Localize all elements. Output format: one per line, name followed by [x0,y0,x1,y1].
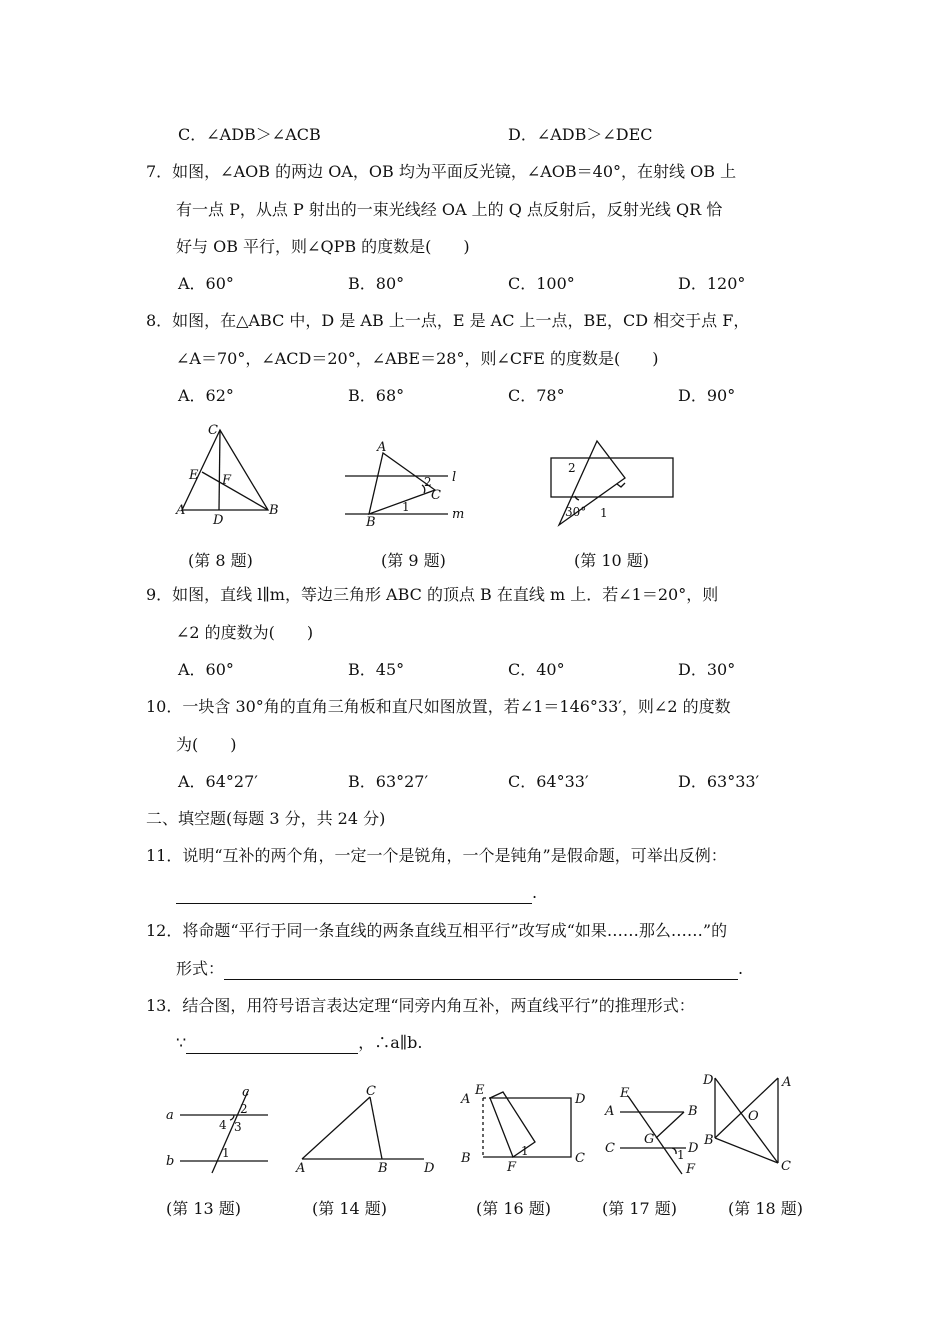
q9-option-d: D．30° [678,660,736,679]
q13-text-line1: 13．结合图，用符号语言表达定理“同旁内角互补，两直线平行”的推理形式： [146,996,695,1015]
fig14-segment-ac [302,1097,370,1159]
fig18-label-o: O [748,1109,759,1124]
figure-18 [700,1068,810,1180]
fig9-label-1: 1 [402,500,410,514]
q10-text-line1: 10．一块含 30°角的直角三角板和直尺如图放置，若∠1＝146°33′，则∠2 的度数 [146,697,731,716]
fig8-label-d: D [213,513,224,528]
fig10-label-30: 30° [565,505,587,519]
q7-text-line3: 好与 OB 平行，则∠QPB 的度数是( ) [176,237,470,256]
fig8-label-b: B [269,503,279,518]
q8-text-line2: ∠A＝70°，∠ACD＝20°，∠ABE＝28°，则∠CFE 的度数是( ) [176,349,659,368]
fig14-label-a: A [296,1161,306,1176]
fig14-label-c: C [366,1084,376,1099]
fig13-label-3: 3 [234,1120,242,1134]
fig8-label-f: F [222,473,232,488]
q10-option-d: D．63°33′ [678,772,760,791]
q12-text-line1: 12．将命题“平行于同一条直线的两条直线互相平行”改写成“如果……那么……”的 [146,921,728,940]
q7-text-line2: 有一点 P，从点 P 射出的一束光线经 OA 上的 Q 点反射后，反射光线 QR 恰 [176,200,723,219]
fig14-label-b: B [378,1161,388,1176]
fig18-label-a: A [782,1075,792,1090]
fig13-label-a: a [166,1108,174,1123]
fig9-caption: (第 9 题) [381,551,446,570]
fig8-label-a: A [176,503,186,518]
fig16-label-b: B [461,1151,471,1166]
fig10-label-1: 1 [600,506,608,520]
q8-text-line1: 8．如图，在△ABC 中，D 是 AB 上一点，E 是 AC 上一点，BE，CD 相交于点 F， [146,311,750,330]
fig14-label-d: D [424,1161,435,1176]
figure-13 [160,1085,275,1180]
q10-option-b: B．63°27′ [348,772,429,791]
q12-answer-blank[interactable] [224,963,738,980]
q7-option-c: C．100° [508,274,575,293]
fig13-label-1: 1 [222,1146,230,1160]
fig13-caption: (第 13 题) [166,1199,242,1218]
q11-answer-blank[interactable] [176,887,532,904]
q8-option-b: B．68° [348,386,405,405]
q9-text-line2: ∠2 的度数为( ) [176,623,314,642]
q7-text-line1: 7．如图，∠AOB 的两边 OA，OB 均为平面反光镜，∠AOB＝40°，在射线 OB 上 [146,162,737,181]
section-2-title: 二、填空题(每题 3 分，共 24 分) [146,809,386,828]
fig10-label-2: 2 [568,461,576,475]
fig8-segment-be [202,472,268,510]
fig16-label-a: A [461,1092,471,1107]
fig9-label-m: m [452,507,465,522]
fig13-label-c: c [242,1085,250,1100]
figure-9 [340,436,480,531]
q7-option-d: D．120° [678,274,746,293]
q13-sep: ， [358,1033,375,1052]
fig13-label-b: b [166,1154,175,1169]
q13-because: ∵ [176,1033,187,1052]
fig17-angle-arc [672,1148,676,1154]
q13-therefore: ∴a∥b. [374,1033,423,1052]
fig8-segment-cd [219,430,220,510]
fig10-caption: (第 10 题) [574,551,650,570]
q10-option-c: C．64°33′ [508,772,589,791]
figure-8 [170,420,290,532]
q11-text-line1: 11．说明“互补的两个角，一定一个是锐角，一个是钝角”是假命题，可举出反例： [146,846,727,865]
fig18-label-d: D [703,1073,714,1088]
fig17-label-b: B [688,1104,698,1119]
q10-option-a: A．64°27′ [178,772,258,791]
figure-14 [292,1082,437,1177]
q6-option-c: C．∠ADB＞∠ACB [178,125,321,144]
q9-option-c: C．40° [508,660,565,679]
q8-option-a: A．62° [178,386,234,405]
fig17-line-ef [628,1096,682,1174]
q8-option-d: D．90° [678,386,736,405]
fig18-caption: (第 18 题) [728,1199,804,1218]
fig13-label-2: 2 [240,1102,248,1116]
fig9-label-l: l [452,470,457,485]
figure-10 [545,436,680,531]
fig17-label-g: G [644,1132,655,1147]
q9-option-a: A．60° [178,660,234,679]
fig16-label-e: E [475,1083,485,1098]
fig9-label-c: C [431,488,441,503]
fig16-caption: (第 16 题) [476,1199,552,1218]
q12-prefix: 形式： [176,959,225,978]
fig14-segment-cb [370,1097,382,1159]
q9-option-b: B．45° [348,660,405,679]
fig8-caption: (第 8 题) [188,551,253,570]
fig16-label-c: C [575,1151,585,1166]
q6-option-d: D．∠ADB＞∠DEC [508,125,653,144]
fig8-label-e: E [189,468,199,483]
fig18-label-b: B [704,1133,714,1148]
q13-answer-blank[interactable] [186,1037,358,1054]
fig17-label-f: F [686,1162,696,1177]
fig13-label-4: 4 [219,1118,227,1132]
fig17-caption: (第 17 题) [602,1199,678,1218]
fig17-label-c: C [605,1141,615,1156]
figure-16 [455,1082,595,1177]
fig16-label-d: D [575,1092,586,1107]
fig18-label-c: C [781,1159,791,1174]
q7-option-b: B．80° [348,274,405,293]
q12-end: . [738,959,744,978]
fig17-label-a: A [605,1104,615,1119]
fig9-label-2: 2 [424,475,432,489]
q11-end: . [532,883,538,902]
q7-option-a: A．60° [178,274,234,293]
fig8-label-c: C [208,423,218,438]
fig17-label-d: D [688,1141,699,1156]
fig17-segment-bg [656,1112,684,1138]
fig16-label-f: F [507,1160,517,1175]
q10-text-line2: 为( ) [176,735,237,754]
fig17-label-e: E [620,1086,630,1101]
fig18-segment-ab [715,1078,778,1138]
fig16-label-1: 1 [521,1144,529,1158]
fig14-caption: (第 14 题) [312,1199,388,1218]
fig9-label-a: A [377,440,387,455]
q8-option-c: C．78° [508,386,565,405]
fig9-label-b: B [366,515,376,530]
fig17-label-1: 1 [677,1148,685,1162]
q9-text-line1: 9．如图，直线 l∥m，等边三角形 ABC 的顶点 B 在直线 m 上．若∠1＝20°，则 [146,585,719,604]
